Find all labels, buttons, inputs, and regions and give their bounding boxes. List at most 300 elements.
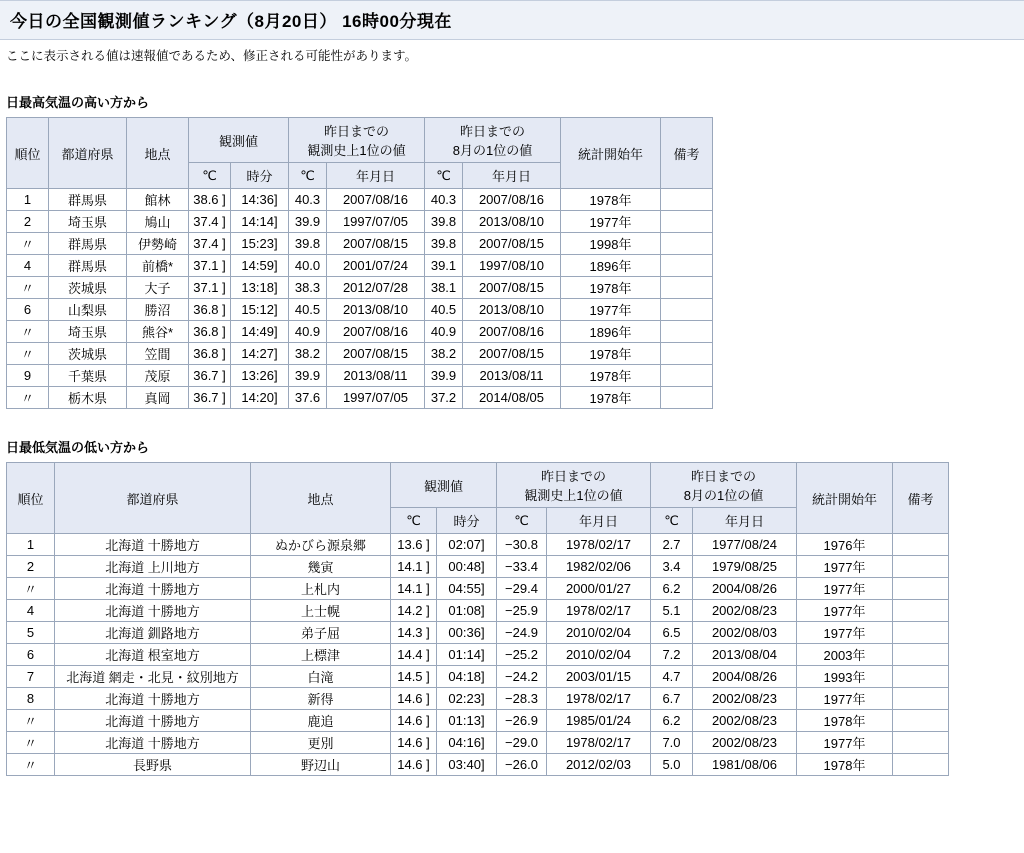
cell-remark (661, 299, 713, 321)
cell-record-alltime-date: 2001/07/24 (327, 255, 425, 277)
table-row (7, 321, 713, 343)
table-body-low (7, 534, 949, 776)
cell-point: 上士幌 (251, 600, 391, 622)
cell-observed-value: 14.6 ] (391, 710, 437, 732)
cell-observed-time: 14:20] (231, 387, 289, 409)
page-note: ここに表示される値は速報値であるため、修正される可能性があります。 (6, 49, 418, 63)
cell-start-year: 1896年 (561, 255, 661, 277)
col-observed-time: 時分 (231, 163, 289, 189)
col-record-alltime (289, 118, 425, 163)
cell-remark (661, 211, 713, 233)
cell-record-month-value: 6.5 (651, 622, 693, 644)
cell-record-alltime-date: 2003/01/15 (547, 666, 651, 688)
cell-rank: 4 (7, 600, 55, 622)
cell-remark (661, 321, 713, 343)
table-row (7, 644, 949, 666)
cell-record-month-value: 40.3 (425, 189, 463, 211)
cell-prefecture: 埼玉県 (49, 321, 127, 343)
col-point: 地点 (127, 118, 189, 189)
cell-remark (661, 277, 713, 299)
col-point: 地点 (251, 463, 391, 534)
cell-record-alltime-date: 1978/02/17 (547, 600, 651, 622)
cell-observed-time: 03:40] (437, 754, 497, 776)
cell-record-alltime-date: 2010/02/04 (547, 644, 651, 666)
col-observed-time: 時分 (437, 508, 497, 534)
cell-rank: 1 (7, 189, 49, 211)
cell-rank: 〃 (7, 710, 55, 732)
cell-record-month-value: 3.4 (651, 556, 693, 578)
cell-prefecture: 埼玉県 (49, 211, 127, 233)
col-remark: 備考 (893, 463, 949, 534)
col-record-month-line1: 昨日までの (459, 124, 525, 139)
cell-record-month-date: 2007/08/16 (463, 321, 561, 343)
cell-prefecture: 北海道 十勝地方 (55, 732, 251, 754)
cell-record-alltime-value: −29.0 (497, 732, 547, 754)
cell-remark (893, 556, 949, 578)
table-row (7, 666, 949, 688)
cell-rank: 〃 (7, 732, 55, 754)
cell-record-month-value: 6.2 (651, 578, 693, 600)
cell-record-alltime-value: −25.2 (497, 644, 547, 666)
cell-observed-value: 36.8 ] (189, 343, 231, 365)
cell-record-month-date: 2004/08/26 (693, 578, 797, 600)
cell-record-alltime-date: 2013/08/11 (327, 365, 425, 387)
cell-prefecture: 山梨県 (49, 299, 127, 321)
cell-prefecture: 茨城県 (49, 343, 127, 365)
cell-point: 野辺山 (251, 754, 391, 776)
cell-rank: 1 (7, 534, 55, 556)
col-record-alltime-date: 年月日 (547, 508, 651, 534)
cell-observed-value: 14.3 ] (391, 622, 437, 644)
cell-record-month-date: 2002/08/23 (693, 600, 797, 622)
cell-record-alltime-value: 39.8 (289, 233, 327, 255)
cell-record-month-date: 1977/08/24 (693, 534, 797, 556)
cell-record-month-date: 1997/08/10 (463, 255, 561, 277)
cell-record-alltime-value: −30.8 (497, 534, 547, 556)
cell-record-alltime-date: 2000/01/27 (547, 578, 651, 600)
cell-record-month-value: 7.2 (651, 644, 693, 666)
cell-start-year: 1978年 (561, 387, 661, 409)
table-row (7, 211, 713, 233)
cell-remark (661, 343, 713, 365)
table-row (7, 277, 713, 299)
col-rank: 順位 (7, 463, 55, 534)
cell-record-month-value: 39.8 (425, 233, 463, 255)
col-record-month-line2: 8月の1位の値 (452, 143, 533, 158)
cell-start-year: 1978年 (561, 365, 661, 387)
cell-observed-time: 14:36] (231, 189, 289, 211)
cell-observed-value: 14.6 ] (391, 732, 437, 754)
section-title-high: 日最高気温の高い方から (6, 95, 150, 110)
cell-observed-time: 14:49] (231, 321, 289, 343)
cell-remark (893, 622, 949, 644)
table-row (7, 710, 949, 732)
cell-observed-time: 01:08] (437, 600, 497, 622)
cell-rank: 4 (7, 255, 49, 277)
header-row-1 (7, 463, 949, 508)
cell-record-month-date: 2013/08/04 (693, 644, 797, 666)
cell-remark (893, 710, 949, 732)
cell-record-alltime-date: 2013/08/10 (327, 299, 425, 321)
cell-point: 笠間 (127, 343, 189, 365)
col-record-alltime-date: 年月日 (327, 163, 425, 189)
cell-record-month-value: 39.1 (425, 255, 463, 277)
cell-record-month-value: 7.0 (651, 732, 693, 754)
cell-point: 弟子屈 (251, 622, 391, 644)
col-record-month-date: 年月日 (693, 508, 797, 534)
cell-observed-value: 13.6 ] (391, 534, 437, 556)
cell-record-alltime-value: 38.2 (289, 343, 327, 365)
cell-observed-value: 37.1 ] (189, 277, 231, 299)
cell-record-month-date: 2007/08/15 (463, 233, 561, 255)
col-observed: 観測値 (391, 463, 497, 508)
table-body-high (7, 189, 713, 409)
col-record-month (425, 118, 561, 163)
col-record-alltime-celsius: ℃ (289, 163, 327, 189)
cell-observed-value: 14.6 ] (391, 688, 437, 710)
col-prefecture: 都道府県 (55, 463, 251, 534)
cell-prefecture: 北海道 十勝地方 (55, 578, 251, 600)
cell-record-month-date: 2002/08/23 (693, 688, 797, 710)
cell-observed-time: 00:36] (437, 622, 497, 644)
cell-remark (661, 189, 713, 211)
cell-point: 上札内 (251, 578, 391, 600)
cell-record-month-value: 6.2 (651, 710, 693, 732)
cell-record-alltime-value: −33.4 (497, 556, 547, 578)
cell-start-year: 1896年 (561, 321, 661, 343)
cell-observed-time: 04:55] (437, 578, 497, 600)
cell-record-alltime-value: 40.0 (289, 255, 327, 277)
col-record-month-line2: 8月の1位の値 (683, 488, 764, 503)
cell-record-month-value: 38.2 (425, 343, 463, 365)
cell-record-alltime-value: 38.3 (289, 277, 327, 299)
cell-record-month-date: 1979/08/25 (693, 556, 797, 578)
table-row (7, 556, 949, 578)
col-record-alltime-line2: 観測史上1位の値 (524, 488, 623, 503)
col-record-month (651, 463, 797, 508)
cell-start-year: 1998年 (561, 233, 661, 255)
cell-prefecture: 北海道 十勝地方 (55, 534, 251, 556)
cell-observed-time: 14:27] (231, 343, 289, 365)
cell-observed-time: 13:18] (231, 277, 289, 299)
cell-record-month-date: 2007/08/16 (463, 189, 561, 211)
cell-prefecture: 長野県 (55, 754, 251, 776)
cell-record-alltime-value: −29.4 (497, 578, 547, 600)
table-row (7, 688, 949, 710)
cell-rank: 6 (7, 299, 49, 321)
cell-observed-value: 14.4 ] (391, 644, 437, 666)
table-head (7, 118, 713, 189)
cell-rank: 9 (7, 365, 49, 387)
cell-remark (893, 644, 949, 666)
cell-point: 館林 (127, 189, 189, 211)
cell-remark (893, 666, 949, 688)
cell-start-year: 1977年 (797, 556, 893, 578)
cell-point: 新得 (251, 688, 391, 710)
col-start-year: 統計開始年 (797, 463, 893, 534)
cell-prefecture: 北海道 根室地方 (55, 644, 251, 666)
cell-point: 白滝 (251, 666, 391, 688)
cell-point: 熊谷* (127, 321, 189, 343)
cell-point: 幾寅 (251, 556, 391, 578)
cell-record-month-value: 2.7 (651, 534, 693, 556)
cell-point: 鳩山 (127, 211, 189, 233)
cell-point: 勝沼 (127, 299, 189, 321)
cell-observed-time: 00:48] (437, 556, 497, 578)
ranking-table-high-temperature (6, 117, 713, 409)
col-record-month-date: 年月日 (463, 163, 561, 189)
cell-record-alltime-value: −26.9 (497, 710, 547, 732)
table-row (7, 600, 949, 622)
cell-record-alltime-value: 37.6 (289, 387, 327, 409)
cell-record-month-date: 2007/08/15 (463, 343, 561, 365)
cell-prefecture: 北海道 網走・北見・紋別地方 (55, 666, 251, 688)
col-record-alltime-celsius: ℃ (497, 508, 547, 534)
cell-prefecture: 北海道 十勝地方 (55, 600, 251, 622)
table-row (7, 299, 713, 321)
cell-remark (893, 578, 949, 600)
cell-start-year: 1977年 (797, 732, 893, 754)
cell-rank: 〃 (7, 233, 49, 255)
cell-record-month-date: 2002/08/23 (693, 710, 797, 732)
cell-start-year: 1993年 (797, 666, 893, 688)
cell-observed-time: 14:14] (231, 211, 289, 233)
col-observed-celsius: ℃ (189, 163, 231, 189)
cell-observed-value: 37.4 ] (189, 211, 231, 233)
cell-record-alltime-value: −25.9 (497, 600, 547, 622)
cell-observed-value: 37.4 ] (189, 233, 231, 255)
header-row-1 (7, 118, 713, 163)
cell-record-month-value: 40.9 (425, 321, 463, 343)
cell-observed-value: 14.1 ] (391, 578, 437, 600)
cell-record-alltime-date: 2010/02/04 (547, 622, 651, 644)
cell-observed-time: 15:12] (231, 299, 289, 321)
cell-record-month-value: 4.7 (651, 666, 693, 688)
cell-observed-value: 14.5 ] (391, 666, 437, 688)
cell-observed-value: 37.1 ] (189, 255, 231, 277)
cell-record-alltime-value: −28.3 (497, 688, 547, 710)
cell-record-alltime-date: 2012/07/28 (327, 277, 425, 299)
cell-rank: 7 (7, 666, 55, 688)
cell-record-alltime-date: 1997/07/05 (327, 211, 425, 233)
cell-rank: 〃 (7, 321, 49, 343)
cell-point: 上標津 (251, 644, 391, 666)
cell-record-month-value: 40.5 (425, 299, 463, 321)
table-row (7, 365, 713, 387)
cell-rank: 〃 (7, 387, 49, 409)
col-record-month-line1: 昨日までの (690, 469, 756, 484)
cell-start-year: 1978年 (561, 189, 661, 211)
cell-record-month-value: 38.1 (425, 277, 463, 299)
cell-start-year: 1977年 (561, 211, 661, 233)
col-record-alltime-line2: 観測史上1位の値 (307, 143, 406, 158)
cell-prefecture: 千葉県 (49, 365, 127, 387)
cell-start-year: 1978年 (561, 277, 661, 299)
cell-record-alltime-date: 1997/07/05 (327, 387, 425, 409)
col-record-month-celsius: ℃ (425, 163, 463, 189)
cell-prefecture: 北海道 上川地方 (55, 556, 251, 578)
cell-record-month-date: 2014/08/05 (463, 387, 561, 409)
col-observed: 観測値 (189, 118, 289, 163)
cell-record-alltime-date: 1978/02/17 (547, 688, 651, 710)
cell-prefecture: 群馬県 (49, 255, 127, 277)
table-row (7, 578, 949, 600)
cell-record-alltime-value: −26.0 (497, 754, 547, 776)
cell-rank: 〃 (7, 343, 49, 365)
cell-prefecture: 群馬県 (49, 233, 127, 255)
cell-observed-time: 04:16] (437, 732, 497, 754)
cell-observed-value: 36.7 ] (189, 387, 231, 409)
cell-record-alltime-date: 1985/01/24 (547, 710, 651, 732)
cell-record-alltime-date: 2007/08/16 (327, 321, 425, 343)
cell-start-year: 1978年 (797, 754, 893, 776)
cell-record-month-date: 2013/08/10 (463, 211, 561, 233)
cell-remark (661, 233, 713, 255)
table-row (7, 622, 949, 644)
cell-point: 茂原 (127, 365, 189, 387)
page-title: 今日の全国観測値ランキング（8月20日） 16時00分現在 (0, 0, 1024, 40)
cell-record-month-date: 2004/08/26 (693, 666, 797, 688)
cell-observed-value: 14.1 ] (391, 556, 437, 578)
cell-point: 更別 (251, 732, 391, 754)
cell-remark (893, 600, 949, 622)
cell-record-month-date: 2013/08/10 (463, 299, 561, 321)
col-record-alltime (497, 463, 651, 508)
cell-record-alltime-value: −24.9 (497, 622, 547, 644)
cell-record-alltime-date: 1982/02/06 (547, 556, 651, 578)
cell-record-alltime-value: 39.9 (289, 211, 327, 233)
cell-record-alltime-date: 2007/08/15 (327, 343, 425, 365)
cell-observed-time: 02:23] (437, 688, 497, 710)
cell-remark (661, 365, 713, 387)
cell-observed-value: 36.7 ] (189, 365, 231, 387)
cell-record-alltime-date: 2007/08/15 (327, 233, 425, 255)
table-row (7, 387, 713, 409)
col-record-month-celsius: ℃ (651, 508, 693, 534)
cell-record-month-value: 6.7 (651, 688, 693, 710)
cell-start-year: 1977年 (561, 299, 661, 321)
cell-remark (661, 387, 713, 409)
cell-record-month-value: 5.0 (651, 754, 693, 776)
ranking-table-low-temperature (6, 462, 949, 776)
cell-observed-time: 01:14] (437, 644, 497, 666)
cell-rank: 2 (7, 211, 49, 233)
cell-start-year: 1977年 (797, 688, 893, 710)
cell-prefecture: 北海道 釧路地方 (55, 622, 251, 644)
cell-observed-time: 13:26] (231, 365, 289, 387)
cell-remark (893, 688, 949, 710)
cell-rank: 8 (7, 688, 55, 710)
cell-record-alltime-value: 39.9 (289, 365, 327, 387)
cell-remark (893, 534, 949, 556)
cell-record-alltime-value: 40.3 (289, 189, 327, 211)
cell-start-year: 1978年 (797, 710, 893, 732)
cell-record-alltime-date: 2012/02/03 (547, 754, 651, 776)
table-row (7, 255, 713, 277)
table-row (7, 233, 713, 255)
cell-start-year: 1977年 (797, 622, 893, 644)
cell-point: ぬかびら源泉郷 (251, 534, 391, 556)
table-row (7, 732, 949, 754)
cell-record-month-value: 39.9 (425, 365, 463, 387)
cell-record-month-date: 2007/08/15 (463, 277, 561, 299)
cell-record-alltime-date: 1978/02/17 (547, 534, 651, 556)
cell-record-alltime-value: 40.5 (289, 299, 327, 321)
cell-record-month-value: 37.2 (425, 387, 463, 409)
table-row (7, 754, 949, 776)
col-rank: 順位 (7, 118, 49, 189)
cell-point: 大子 (127, 277, 189, 299)
cell-observed-value: 38.6 ] (189, 189, 231, 211)
cell-record-alltime-value: 40.9 (289, 321, 327, 343)
cell-record-month-date: 1981/08/06 (693, 754, 797, 776)
cell-observed-value: 14.2 ] (391, 600, 437, 622)
cell-prefecture: 北海道 十勝地方 (55, 710, 251, 732)
table-row (7, 189, 713, 211)
cell-point: 前橋* (127, 255, 189, 277)
cell-prefecture: 北海道 十勝地方 (55, 688, 251, 710)
table-head (7, 463, 949, 534)
cell-start-year: 2003年 (797, 644, 893, 666)
cell-rank: 〃 (7, 277, 49, 299)
cell-record-month-date: 2013/08/11 (463, 365, 561, 387)
cell-observed-value: 14.6 ] (391, 754, 437, 776)
col-record-alltime-line1: 昨日までの (323, 124, 389, 139)
cell-rank: 2 (7, 556, 55, 578)
cell-record-month-date: 2002/08/23 (693, 732, 797, 754)
cell-record-month-date: 2002/08/03 (693, 622, 797, 644)
cell-observed-value: 36.8 ] (189, 299, 231, 321)
cell-start-year: 1976年 (797, 534, 893, 556)
cell-rank: 6 (7, 644, 55, 666)
cell-record-month-value: 5.1 (651, 600, 693, 622)
cell-observed-time: 14:59] (231, 255, 289, 277)
cell-rank: 〃 (7, 578, 55, 600)
cell-record-alltime-date: 2007/08/16 (327, 189, 425, 211)
table-row (7, 534, 949, 556)
cell-remark (893, 732, 949, 754)
cell-point: 真岡 (127, 387, 189, 409)
cell-prefecture: 栃木県 (49, 387, 127, 409)
col-record-alltime-line1: 昨日までの (540, 469, 606, 484)
cell-remark (661, 255, 713, 277)
cell-start-year: 1978年 (561, 343, 661, 365)
cell-point: 鹿追 (251, 710, 391, 732)
cell-observed-time: 04:18] (437, 666, 497, 688)
cell-start-year: 1977年 (797, 578, 893, 600)
cell-remark (893, 754, 949, 776)
cell-observed-time: 15:23] (231, 233, 289, 255)
col-prefecture: 都道府県 (49, 118, 127, 189)
cell-prefecture: 群馬県 (49, 189, 127, 211)
col-start-year: 統計開始年 (561, 118, 661, 189)
cell-start-year: 1977年 (797, 600, 893, 622)
cell-observed-time: 01:13] (437, 710, 497, 732)
section-title-low: 日最低気温の低い方から (6, 440, 150, 455)
cell-record-alltime-date: 1978/02/17 (547, 732, 651, 754)
cell-rank: 5 (7, 622, 55, 644)
col-observed-celsius: ℃ (391, 508, 437, 534)
cell-prefecture: 茨城県 (49, 277, 127, 299)
col-remark: 備考 (661, 118, 713, 189)
cell-record-month-value: 39.8 (425, 211, 463, 233)
cell-rank: 〃 (7, 754, 55, 776)
cell-point: 伊勢崎 (127, 233, 189, 255)
table-row (7, 343, 713, 365)
cell-observed-value: 36.8 ] (189, 321, 231, 343)
cell-observed-time: 02:07] (437, 534, 497, 556)
cell-record-alltime-value: −24.2 (497, 666, 547, 688)
